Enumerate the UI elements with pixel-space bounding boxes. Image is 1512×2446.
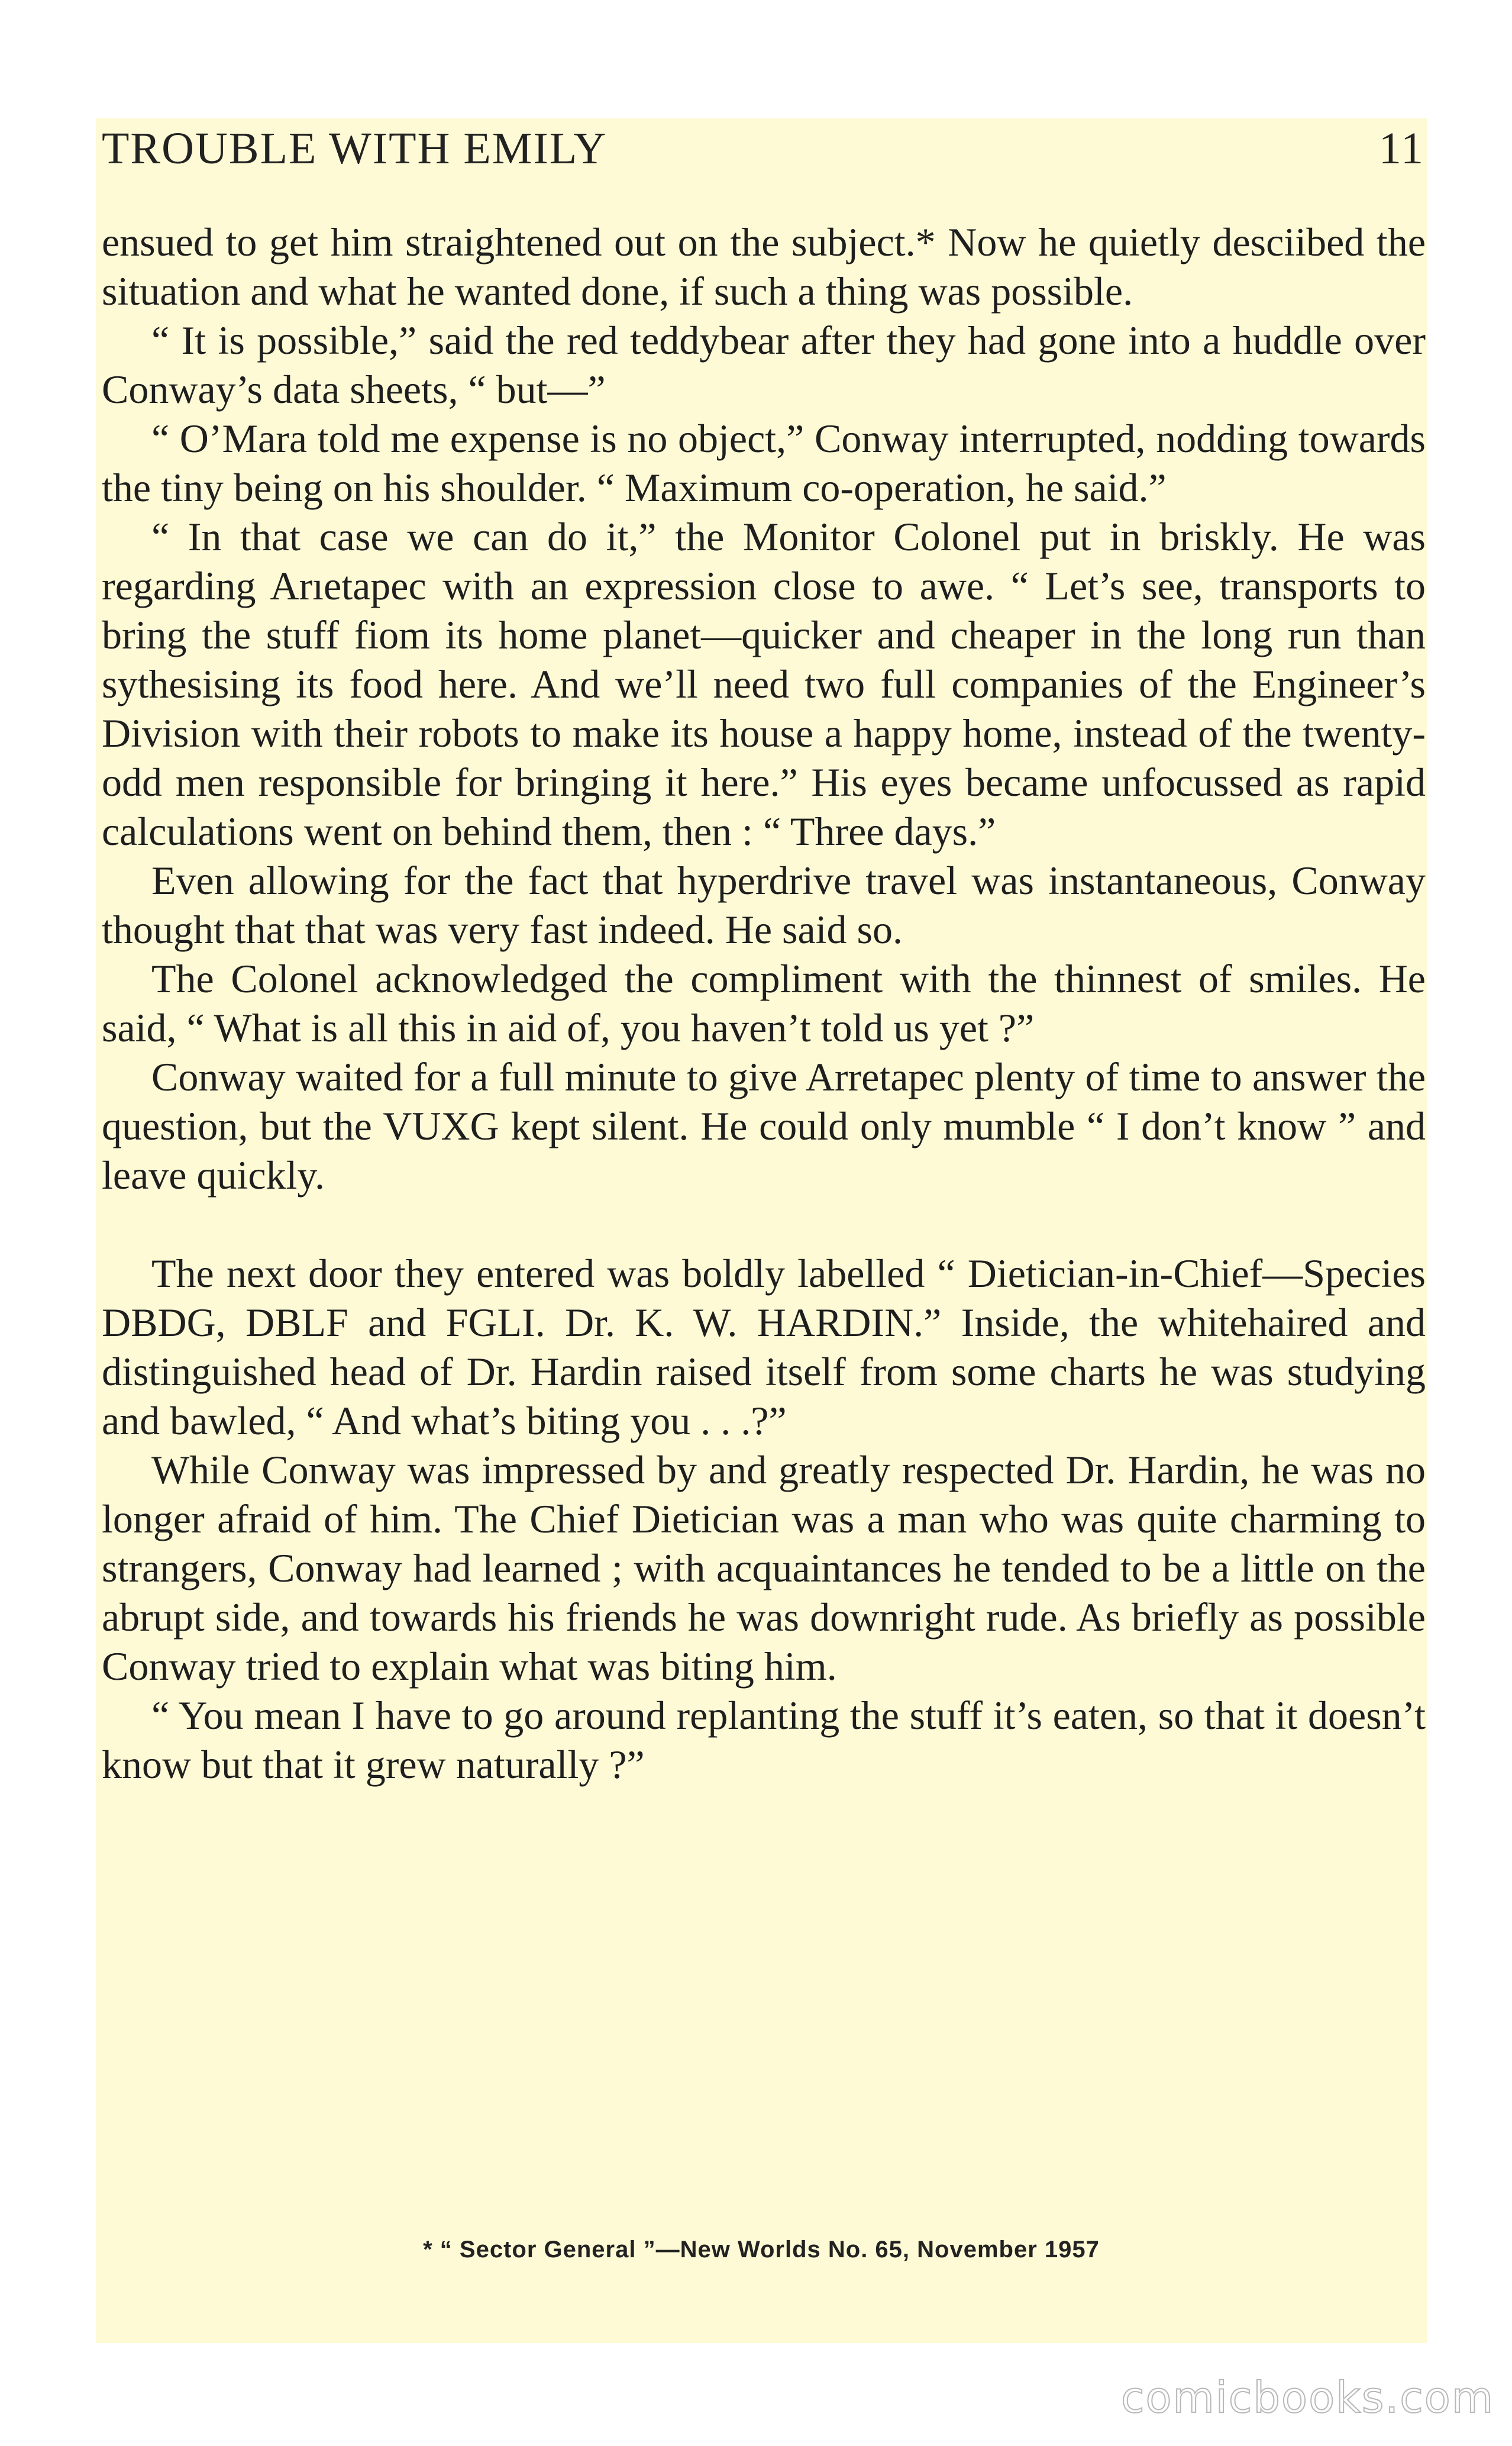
body-text [102,218,1426,1789]
paragraph: The next door they entered was boldly labelled “ Dietician-in-Chief—Species DBDG, DBLF and FGLI. Dr. K. W. HARDIN.” Inside, the whitehaired and distinguished head of Dr. Hardin raised itself from some charts he was studying and bawled, “ And what’s biting you . . .?” [102,1251,1426,1443]
paragraph: The Colonel acknowledged the compliment with the thinnest of smiles. He said, “ What is all this in aid of, you haven’t told us yet ?” [102,956,1426,1050]
paragraph: “ It is possible,” said the red teddybear after they had gone into a huddle over Conway’s data sheets, “ but—” [102,318,1426,412]
page-header [96,118,1427,189]
book-page [96,118,1427,2343]
paragraph: “ In that case we can do it,” the Monitor Colonel put in briskly. He was regarding Arıetapec with an expression close to awe. “ Let’s see, transports to bring the stuff fiom its home planet—quicker and cheaper in the long run than sythesising its food here. And we’ll need two full companies of the Engineer’s Division with their robots to make its house a happy home, instead of the twenty-odd men responsible for bringing it here.” His eyes became unfocussed as rapid calculations went on behind them, then : “ Three days.” [102,514,1426,854]
paragraph: Conway waited for a full minute to give Arretapec plenty of time to answer the question, but the VUXG kept silent. He could only mumble “ I don’t know ” and leave quickly. [102,1054,1426,1198]
watermark-logo: comicbooks.com [1120,2373,1494,2422]
paragraph: “ O’Mara told me expense is no object,” Conway interrupted, nodding towards the tiny being on his shoulder. “ Maximum co-operation, he said.” [102,416,1426,510]
running-title: TROUBLE WITH EMILY [102,124,608,173]
paragraph: “ You mean I have to go around replanting the stuff it’s eaten, so that it doesn’t know but that it grew naturally ?” [102,1693,1426,1787]
paragraph: While Conway was impressed by and greatly respected Dr. Hardin, he was no longer afraid of him. The Chief Dietician was a man who was quite charming to strangers, Conway had learned ; with acquaintances he tended to be a little on the abrupt side, and towards his friends he was downright rude. As briefly as possible Conway tried to explain what was biting him. [102,1447,1426,1689]
page-number: 11 [1378,124,1424,173]
footnote: * “ Sector General ”—New Worlds No. 65, November 1957 [423,2237,1100,2263]
paragraph: ensued to get him straightened out on the subject.* Now he quietly desciibed the situation and what he wanted done, if such a thing was possible. [102,220,1426,314]
paragraph: Even allowing for the fact that hyperdrive travel was instantaneous, Conway thought that that was very fast indeed. He said so. [102,858,1426,952]
